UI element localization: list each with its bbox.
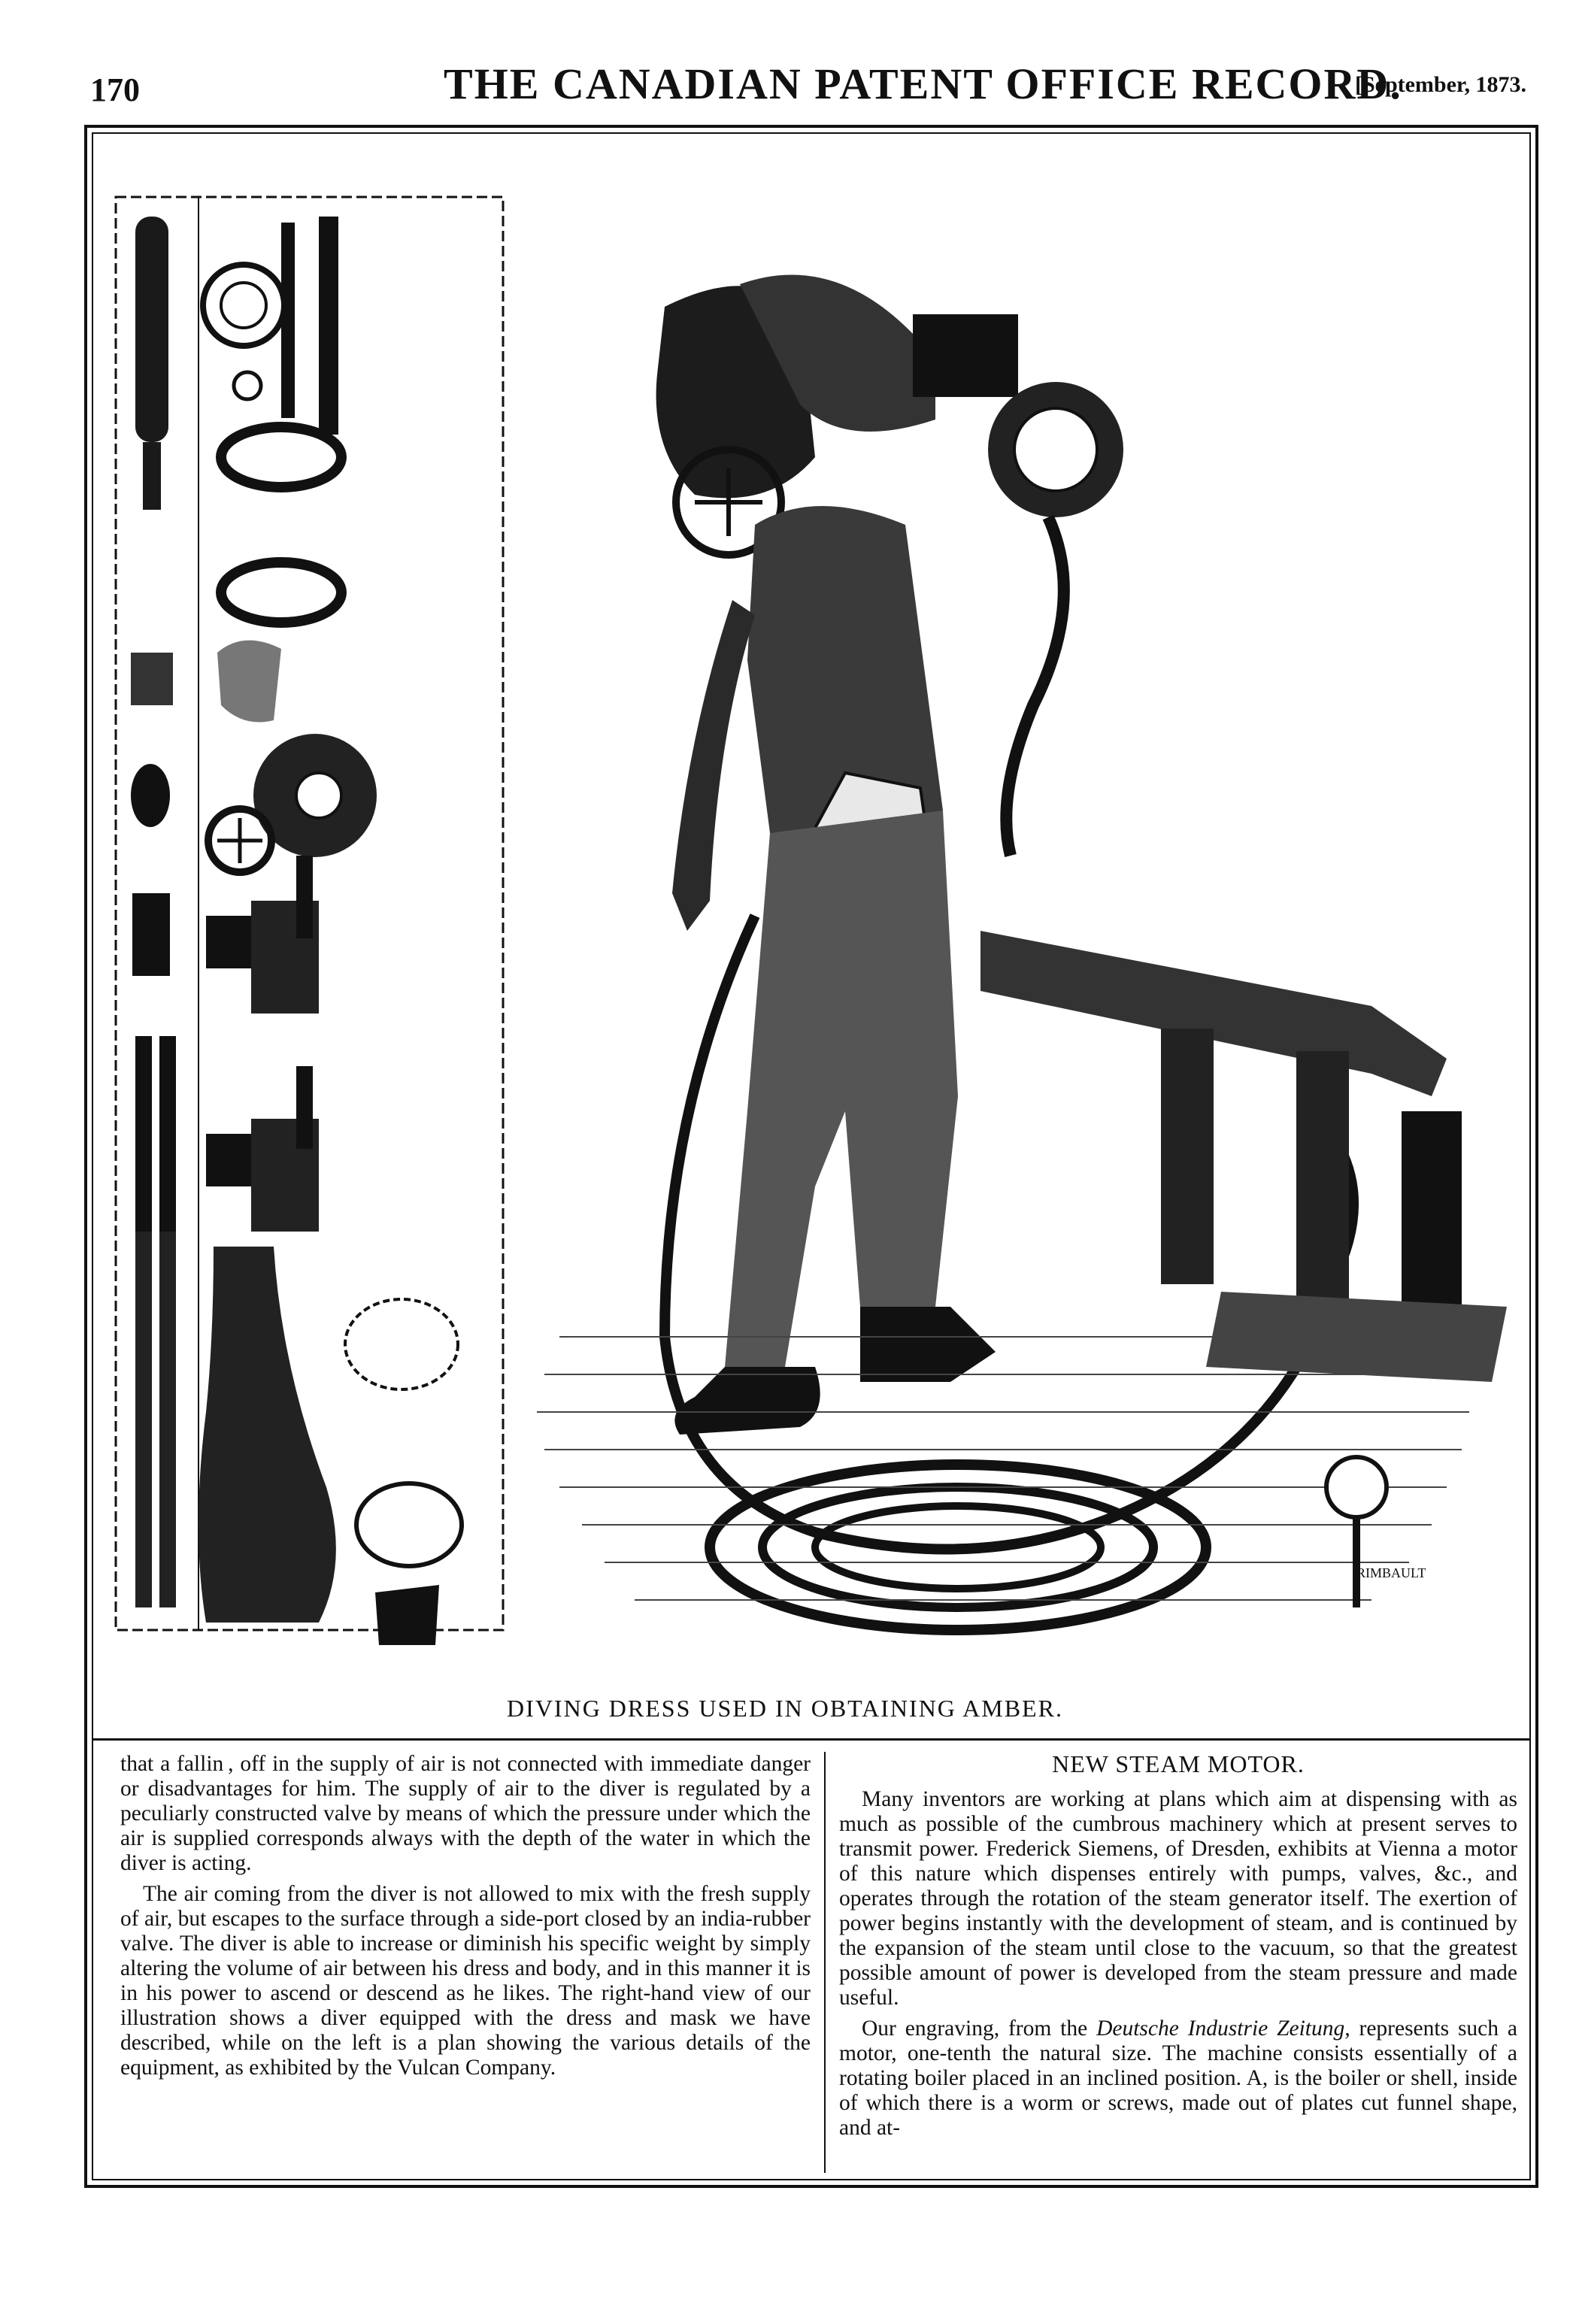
paragraph: The air coming from the diver is not allowed to mix with the fresh supply of air, but escapes to the surface through a side-port closed by an india-rubber valve. The diver is able to increase or diminish his specific weight by simply altering the volume of air between his dress and body, and in this manner it is in his power to ascend or descend as he likes. The right-hand view of our illustration shows a diver equipped with the dress and mask we have described, while on the left is a plan showing the various details of the equipment, as exhibited by the Vulcan Company.	[120, 1882, 811, 2080]
paragraph: that a fallin , off in the supply of air is not connected with immediate danger or disadvantages for him. The supply of air to the diver is regulated by a peculiarly constructed valve by means of which the pressure under which the air is supplied corresponds always with the depth of the water in which the diver is acting.	[120, 1752, 811, 1875]
running-header	[90, 59, 1526, 111]
air-pump-apparatus	[980, 931, 1507, 1607]
publication-name: Deutsche Industrie Zeitung,	[1096, 2016, 1350, 2041]
caption-divider	[93, 1738, 1529, 1741]
left-article-column	[120, 1752, 811, 2086]
right-article-column	[839, 1752, 1517, 2147]
column-divider	[824, 1752, 826, 2173]
equipment-panel	[116, 197, 503, 1645]
paragraph-text: represents such a motor, one-tenth the natural size. The machine consists essentially of a rotating boiler placed in an inclined position. A, is the boiler or shell, inside of which there is a worm or screws, made out of plates cut funnel shape, and at-	[839, 2016, 1517, 2140]
engraver-signature: RIMBAULT	[1356, 1565, 1426, 1580]
paragraph: Many inventors are working at plans which aim at dispensing with as much as possible of the cumbrous machinery which at present serves to transmit power. Frederick Siemens, of Dresden, exhibits at Vienna a motor of this nature which dispenses entirely with pumps, valves, &c., and operates through the rotation of the steam generator itself. The exertion of power begins instantly with the development of steam, and is continued by the expansion of the steam until close to the vacuum, so that the greatest possible amount of power is developed from the steam pressure and made useful.	[839, 1787, 1517, 2010]
page-number: 170	[90, 71, 140, 108]
issue-date: [September, 1873.	[1354, 72, 1526, 97]
diving-dress-engraving	[93, 134, 1529, 1735]
paragraph	[839, 2016, 1517, 2141]
section-title-text: NEW STEAM MOTOR.	[1052, 1750, 1305, 1777]
journal-title: THE CANADIAN PATENT OFFICE RECORD.	[444, 59, 1402, 108]
illustration-caption: DIVING DRESS USED IN OBTAINING AMBER.	[507, 1695, 1063, 1722]
section-title	[839, 1752, 1517, 1777]
paragraph-text: Our engraving, from the	[862, 2016, 1097, 2041]
